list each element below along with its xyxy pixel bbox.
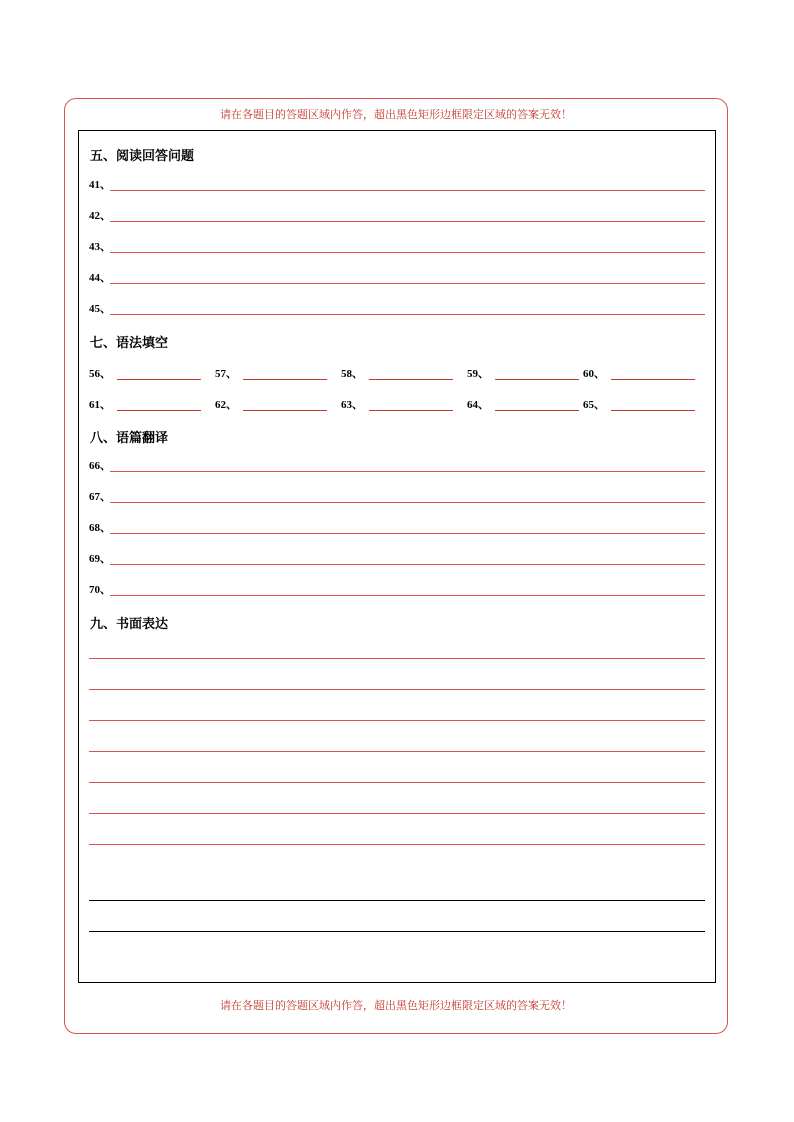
answer-line[interactable] (110, 221, 705, 222)
section-title-writing: 九、书面表达 (90, 617, 169, 632)
blank-line[interactable] (117, 410, 201, 411)
answer-line[interactable] (110, 533, 705, 534)
blank-line[interactable] (495, 379, 579, 380)
answer-row-41[interactable] (89, 177, 705, 191)
answer-line[interactable] (110, 190, 705, 191)
answer-line[interactable] (110, 564, 705, 565)
question-number: 43、 (89, 241, 111, 253)
writing-line[interactable] (89, 900, 705, 901)
blank-56[interactable] (89, 366, 201, 380)
blank-line[interactable] (369, 410, 453, 411)
answer-row-69[interactable] (89, 551, 705, 565)
blank-61[interactable] (89, 397, 201, 411)
writing-line[interactable] (89, 813, 705, 814)
blank-63[interactable] (341, 397, 453, 411)
blank-60[interactable] (583, 366, 695, 380)
question-number: 66、 (89, 460, 111, 472)
answer-line[interactable] (110, 252, 705, 253)
blank-64[interactable] (467, 397, 579, 411)
warning-top: 请在各题目的答题区域内作答，超出黑色矩形边框限定区域的答案无效！ (220, 108, 572, 121)
writing-line[interactable] (89, 782, 705, 783)
section-title-grammar: 七、语法填空 (90, 336, 169, 351)
answer-row-70[interactable] (89, 582, 705, 596)
warning-bottom: 请在各题目的答题区域内作答，超出黑色矩形边框限定区域的答案无效！ (220, 999, 572, 1012)
answer-line[interactable] (110, 471, 705, 472)
blank-65[interactable] (583, 397, 695, 411)
writing-line[interactable] (89, 720, 705, 721)
blank-line[interactable] (495, 410, 579, 411)
question-number: 45、 (89, 303, 111, 315)
question-number: 70、 (89, 584, 111, 596)
question-number: 57、 (215, 368, 237, 380)
question-number: 60、 (583, 368, 605, 380)
question-number: 58、 (341, 368, 363, 380)
blank-58[interactable] (341, 366, 453, 380)
blank-line[interactable] (117, 379, 201, 380)
blank-62[interactable] (215, 397, 327, 411)
answer-row-45[interactable] (89, 301, 705, 315)
section-title-translation: 八、语篇翻译 (90, 431, 169, 446)
blank-57[interactable] (215, 366, 327, 380)
writing-line[interactable] (89, 689, 705, 690)
question-number: 41、 (89, 179, 111, 191)
answer-row-44[interactable] (89, 270, 705, 284)
question-number: 61、 (89, 399, 111, 411)
writing-line[interactable] (89, 844, 705, 845)
question-number: 42、 (89, 210, 111, 222)
blank-59[interactable] (467, 366, 579, 380)
answer-row-42[interactable] (89, 208, 705, 222)
writing-line[interactable] (89, 931, 705, 932)
answer-row-43[interactable] (89, 239, 705, 253)
question-number: 56、 (89, 368, 111, 380)
blank-line[interactable] (611, 410, 695, 411)
question-number: 64、 (467, 399, 489, 411)
answer-line[interactable] (110, 595, 705, 596)
blank-line[interactable] (243, 379, 327, 380)
answer-line[interactable] (110, 283, 705, 284)
answer-row-66[interactable] (89, 458, 705, 472)
question-number: 67、 (89, 491, 111, 503)
question-number: 68、 (89, 522, 111, 534)
answer-row-67[interactable] (89, 489, 705, 503)
section-title-reading: 五、阅读回答问题 (90, 149, 195, 164)
question-number: 69、 (89, 553, 111, 565)
blank-line[interactable] (243, 410, 327, 411)
blank-line[interactable] (369, 379, 453, 380)
answer-line[interactable] (110, 314, 705, 315)
writing-line[interactable] (89, 751, 705, 752)
answer-line[interactable] (110, 502, 705, 503)
question-number: 63、 (341, 399, 363, 411)
question-number: 65、 (583, 399, 605, 411)
question-number: 59、 (467, 368, 489, 380)
blank-line[interactable] (611, 379, 695, 380)
question-number: 62、 (215, 399, 237, 411)
question-number: 44、 (89, 272, 111, 284)
answer-row-68[interactable] (89, 520, 705, 534)
writing-line[interactable] (89, 658, 705, 659)
